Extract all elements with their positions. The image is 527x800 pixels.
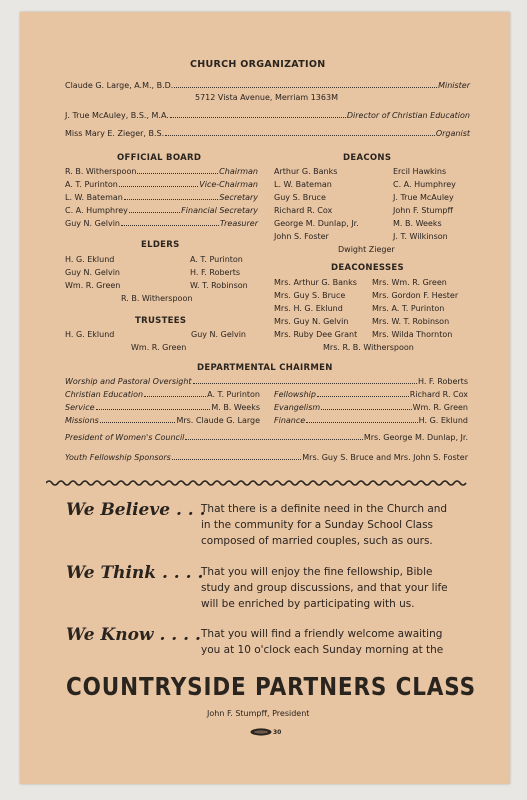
board-role: Treasurer	[219, 219, 258, 228]
page-mark-number: 30	[273, 728, 282, 736]
official-board-heading: OFFICIAL BOARD	[117, 153, 202, 163]
statement-line: That there is a definite need in the Church and	[201, 503, 448, 515]
dept-row	[274, 390, 468, 400]
elder-name: W. T. Robinson	[190, 281, 248, 290]
statement-line: That you will find a friendly welcome awaiting	[201, 628, 443, 640]
president-line: John F. Stumpff, President	[207, 709, 310, 718]
statement-line: in the community for a Sunday School Class	[201, 519, 434, 531]
board-role: Chairman	[219, 167, 258, 176]
elder-name: H. F. Roberts	[190, 268, 241, 277]
dept-row	[65, 416, 260, 426]
dept-role: Fellowship	[274, 390, 316, 399]
board-name: R. B. Witherspoon	[65, 167, 137, 176]
printer-mark	[250, 728, 281, 736]
dept-name: Richard R. Cox	[409, 390, 468, 399]
deaconess-name: Mrs. Wilda Thornton	[372, 330, 453, 339]
trustee-name: H. G. Eklund	[65, 330, 115, 339]
dept-row	[274, 416, 468, 426]
board-row	[65, 219, 258, 229]
deaconess-name: Mrs. Wm. R. Green	[372, 278, 447, 287]
board-name: Guy N. Gelvin	[65, 219, 120, 228]
board-row	[65, 180, 258, 190]
organist-name: Miss Mary E. Zieger, B.S.	[65, 129, 165, 138]
page-sheet	[20, 12, 510, 784]
departmental-heading: DEPARTMENTAL CHAIRMEN	[197, 363, 333, 373]
deacon-name: Guy S. Bruce	[274, 193, 326, 202]
dept-role: Christian Education	[65, 390, 144, 399]
elder-name: R. B. Witherspoon	[121, 294, 193, 303]
dept-role: Youth Fellowship Sponsors	[65, 453, 171, 462]
deaconess-name: Mrs. R. B. Witherspoon	[323, 343, 414, 352]
board-name: C. A. Humphrey	[65, 206, 128, 215]
deacon-name: C. A. Humphrey	[393, 180, 456, 189]
organist-row	[65, 129, 470, 139]
organist-role: Organist	[435, 129, 470, 138]
board-row	[65, 206, 258, 216]
director-row	[65, 111, 470, 121]
class-name: COUNTRYSIDE PARTNERS CLASS	[66, 672, 476, 701]
dept-role: Worship and Pastoral Oversight	[65, 377, 192, 386]
dept-row	[65, 377, 468, 387]
dept-row	[65, 453, 468, 463]
board-role: Financial Secretary	[181, 206, 258, 215]
minister-row	[65, 81, 470, 91]
dept-role: Missions	[65, 416, 99, 425]
director-name: J. True McAuley, B.S., M.A.	[65, 111, 169, 120]
deacon-name: J. True McAuley	[393, 193, 454, 202]
director-role: Director of Christian Education	[346, 111, 470, 120]
deaconess-name: Mrs. Gordon F. Hester	[372, 291, 459, 300]
statement-line: composed of married couples, such as ours.	[201, 535, 433, 547]
elder-name: A. T. Purinton	[190, 255, 243, 264]
board-role: Secretary	[219, 193, 258, 202]
minister-role: Minister	[438, 81, 470, 90]
deaconess-name: Mrs. Ruby Dee Grant	[274, 330, 358, 339]
dept-name: Mrs. George M. Dunlap, Jr.	[363, 433, 468, 442]
elder-name: Wm. R. Green	[65, 281, 121, 290]
dept-name: M. B. Weeks	[211, 403, 260, 412]
board-role: Vice-Chairman	[199, 180, 258, 189]
minister-name: Claude G. Large, A.M., B.D.	[65, 81, 174, 90]
we-believe-heading: We Believe . . .	[66, 500, 206, 520]
deacon-name: Arthur G. Banks	[274, 167, 338, 176]
deacons-heading: DEACONS	[343, 153, 392, 163]
deacon-name: John F. Stumpff	[393, 206, 454, 215]
board-name: A. T. Purinton	[65, 180, 118, 189]
trustee-name: Guy N. Gelvin	[191, 330, 246, 339]
deacon-name: J. T. Wilkinson	[393, 232, 448, 241]
dept-name: Mrs. Guy S. Bruce and Mrs. John S. Foster	[302, 453, 468, 462]
dept-name: Mrs. Claude G. Large	[176, 416, 260, 425]
dept-role: Service	[65, 403, 95, 412]
dept-row	[65, 433, 468, 443]
page-title: CHURCH ORGANIZATION	[190, 59, 326, 70]
deaconess-name: Mrs. Arthur G. Banks	[274, 278, 357, 287]
deacon-name: Richard R. Cox	[274, 206, 333, 215]
dept-role: Finance	[274, 416, 306, 425]
statement-line: will be enriched by participating with us.	[201, 598, 415, 610]
we-think-heading: We Think . . . .	[66, 563, 204, 583]
statement-line: study and group discussions, and that your life	[201, 582, 448, 594]
deaconesses-heading: DEACONESSES	[331, 263, 404, 273]
deaconess-name: Mrs. Guy S. Bruce	[274, 291, 346, 300]
we-know-heading: We Know . . . .	[66, 625, 201, 645]
board-row	[65, 167, 258, 177]
elder-name: H. G. Eklund	[65, 255, 115, 264]
deacon-name: George M. Dunlap, Jr.	[274, 219, 359, 228]
statement-line: That you will enjoy the fine fellowship, Bible	[201, 566, 433, 578]
deacon-name: Ercil Hawkins	[393, 167, 447, 176]
elder-name: Guy N. Gelvin	[65, 268, 120, 277]
trustee-name: Wm. R. Green	[131, 343, 187, 352]
dept-name: A. T. Purinton	[207, 390, 260, 399]
deaconess-name: Mrs. H. G. Eklund	[274, 304, 343, 313]
dept-row	[65, 390, 260, 400]
dept-name: H. F. Roberts	[417, 377, 468, 386]
dept-row	[65, 403, 260, 413]
union-label-icon	[250, 728, 272, 736]
deaconess-name: Mrs. A. T. Purinton	[372, 304, 445, 313]
deacon-name: Dwight Zieger	[338, 245, 395, 254]
dept-row	[274, 403, 468, 413]
board-name: L. W. Bateman	[65, 193, 123, 202]
deacon-name: L. W. Bateman	[274, 180, 332, 189]
deaconess-name: Mrs. W. T. Robinson	[372, 317, 450, 326]
trustees-heading: TRUSTEES	[135, 316, 187, 326]
dept-name: Wm. R. Green	[412, 403, 468, 412]
dept-role: Evangelism	[274, 403, 321, 412]
deacon-name: M. B. Weeks	[393, 219, 442, 228]
dept-name: H. G. Eklund	[418, 416, 468, 425]
deacon-name: John S. Foster	[274, 232, 329, 241]
statement-line: you at 10 o'clock each Sunday morning at the	[201, 644, 444, 656]
minister-address: 5712 Vista Avenue, Merriam 1363M	[195, 93, 338, 102]
dept-role: President of Women's Council	[65, 433, 185, 442]
elders-heading: ELDERS	[141, 240, 180, 250]
board-row	[65, 193, 258, 203]
deaconess-name: Mrs. Guy N. Gelvin	[274, 317, 349, 326]
wavy-divider	[46, 478, 468, 488]
